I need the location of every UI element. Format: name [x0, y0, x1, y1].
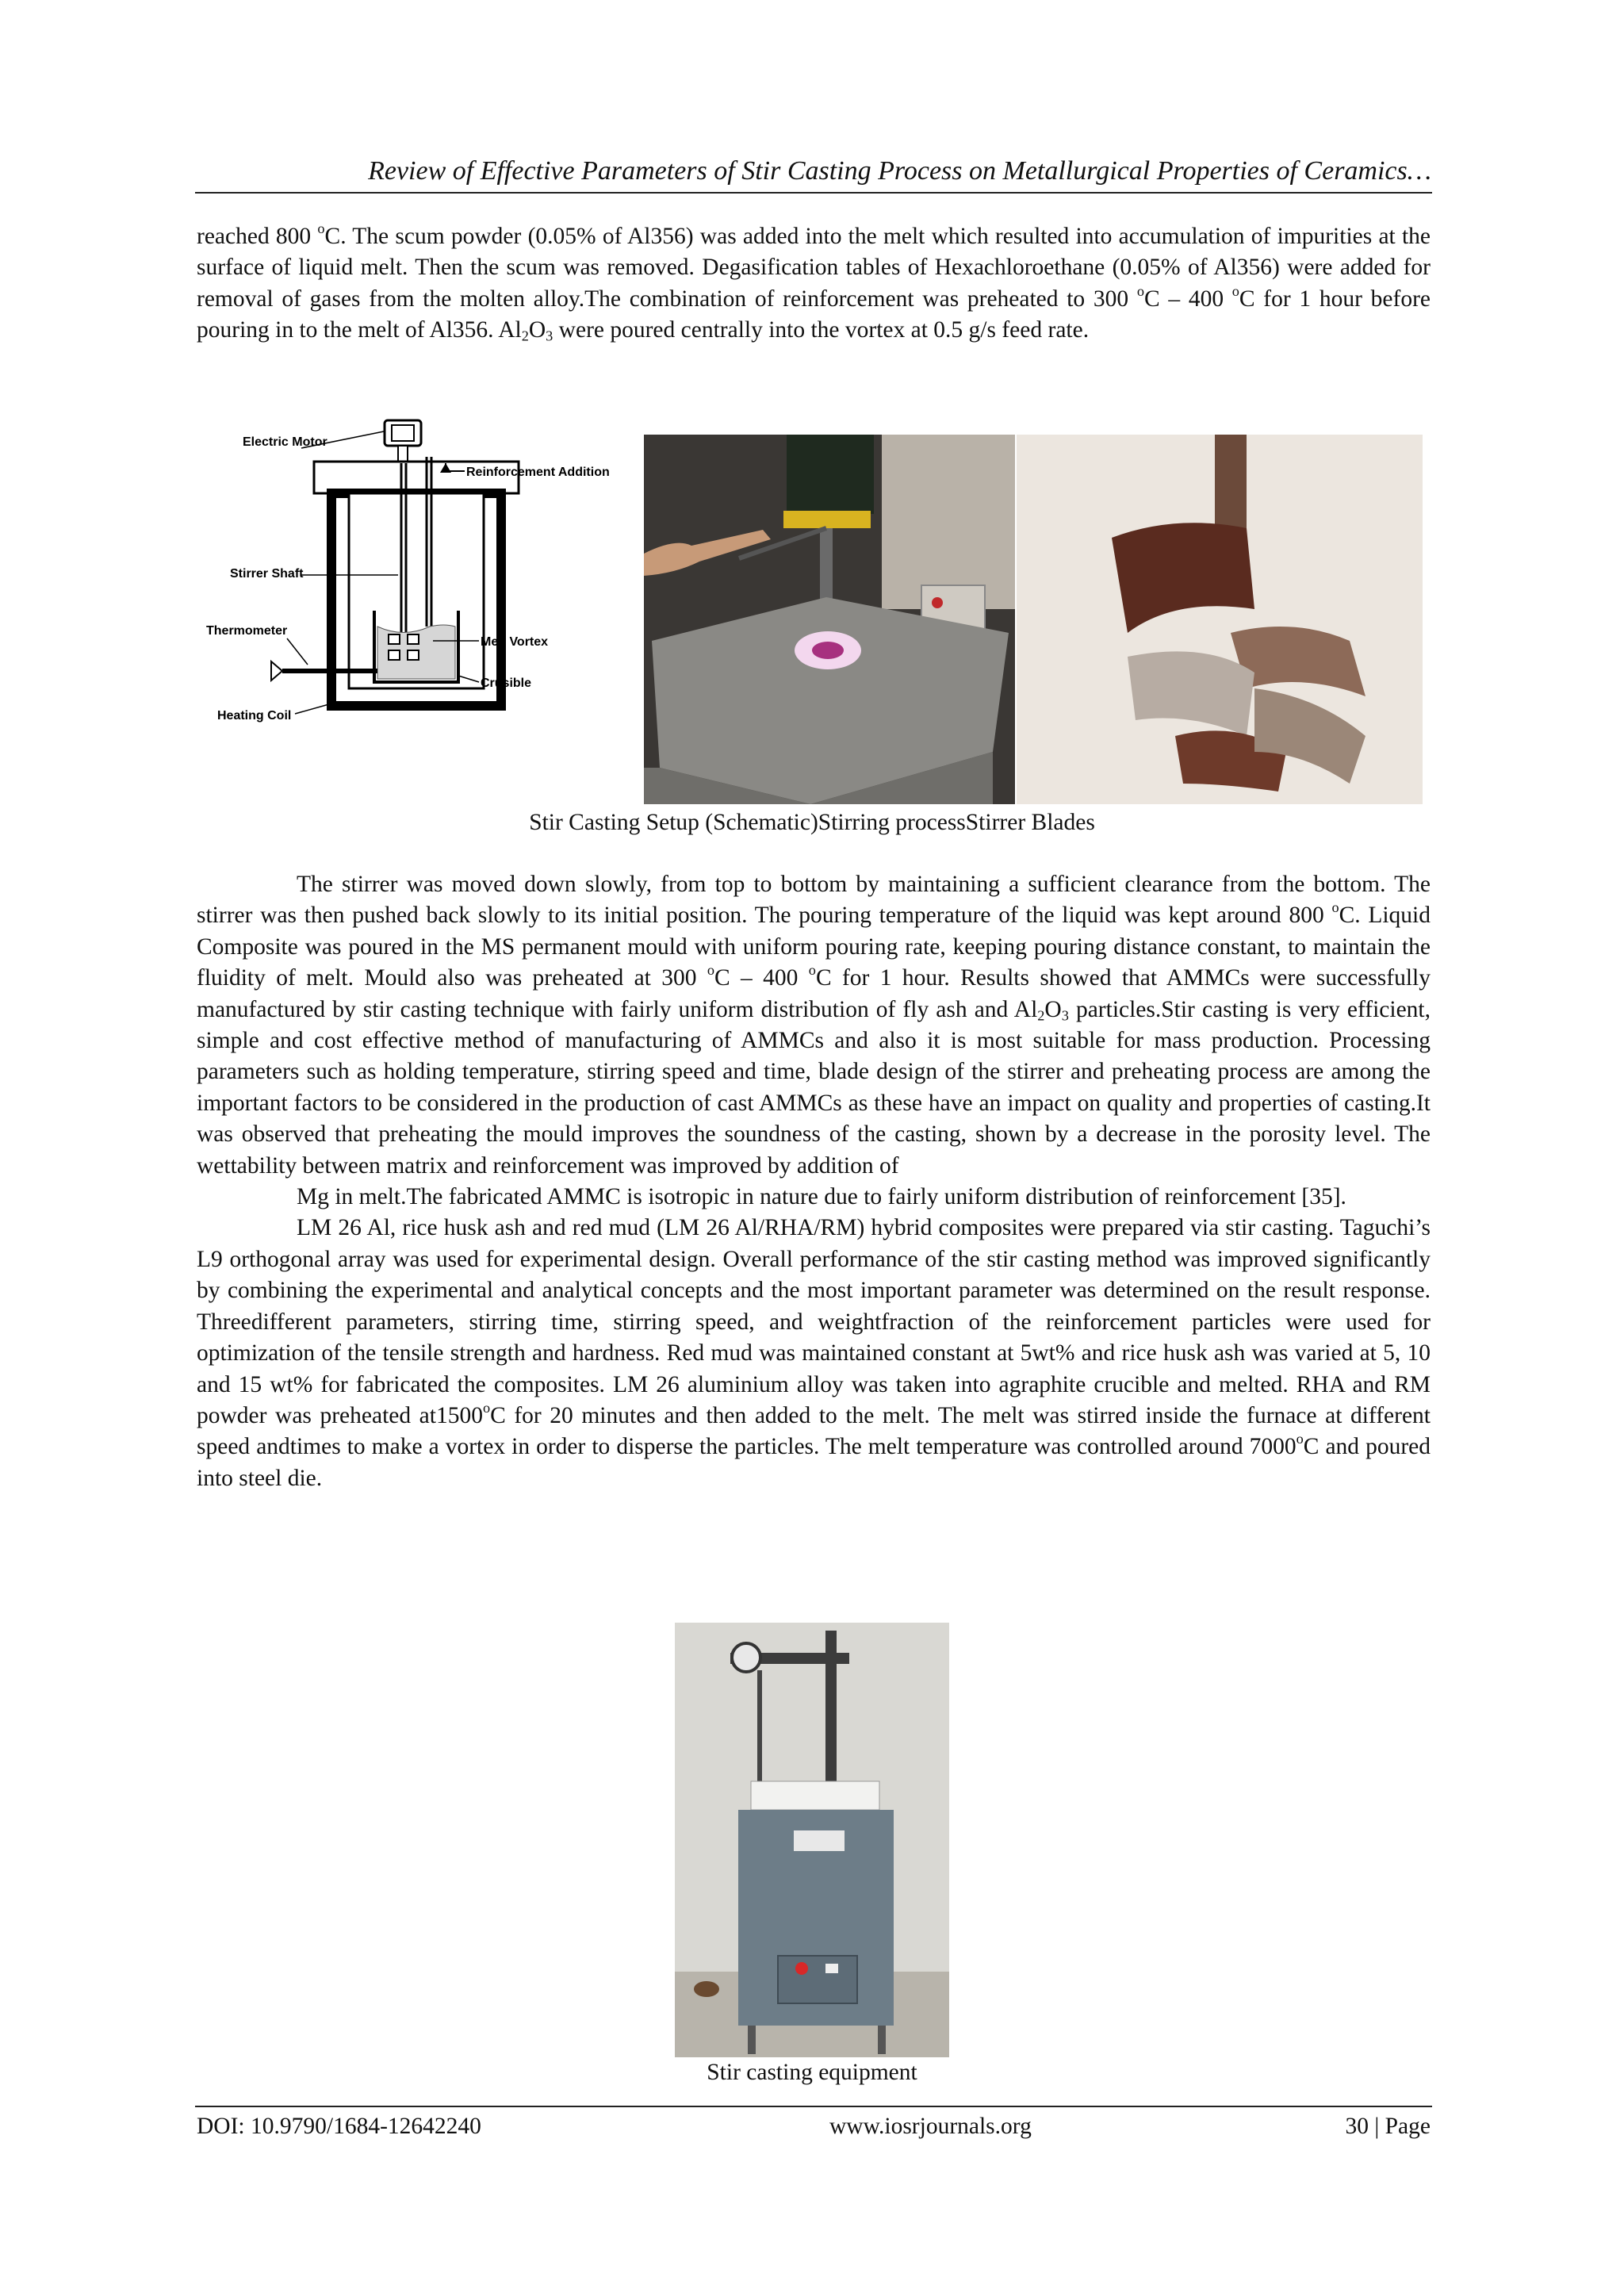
- degree-sup: o: [707, 962, 714, 979]
- red-indicator: [932, 597, 943, 608]
- motor-dial: [732, 1643, 760, 1672]
- stirrer-blade: [389, 634, 400, 644]
- text-run: C. Liquid Composite was poured in the MS permanent mould with uniform pouring rate, keeping pouring distance constant, to maintain the fluidity of melt. Mould also was preheated at 300: [197, 903, 1431, 991]
- stirring-process-illustration: [644, 435, 1015, 804]
- stir-casting-schematic-figure: [198, 412, 645, 746]
- degree-sup: o: [1136, 283, 1144, 300]
- thermometer-label: Thermometer: [206, 624, 288, 638]
- paragraph-1: [197, 221, 1431, 347]
- cabinet-leg: [748, 2026, 756, 2054]
- running-title: Review of Effective Parameters of Stir Casting Process on Metallurgical Properties of Ceramics…: [368, 156, 1431, 186]
- figure-1-caption: Stir Casting Setup (Schematic)Stirring processStirrer Blades: [529, 810, 1095, 835]
- body-text: [197, 869, 1431, 1494]
- cabinet-leg: [878, 2026, 886, 2054]
- crusible-label: Crusible: [481, 677, 532, 690]
- yellow-collar: [783, 511, 871, 528]
- red-lamp: [795, 1962, 808, 1975]
- subscript: 2: [1037, 1007, 1045, 1024]
- text-run: were poured centrally into the vortex at 0.5 g/s feed rate.: [553, 317, 1090, 343]
- text-run: reached 800: [197, 224, 318, 249]
- stirrer-blades-photo: [1017, 435, 1423, 804]
- stirrer-blades-illustration: [1017, 435, 1423, 804]
- footer-website: www.iosrjournals.org: [829, 2114, 1032, 2139]
- melt-vortex-core: [812, 642, 844, 659]
- heating-coil-label: Heating Coil: [217, 709, 292, 723]
- switch: [825, 1964, 838, 1973]
- degree-sup: o: [808, 962, 816, 979]
- text-run: O: [1044, 996, 1062, 1022]
- header-rule: [195, 192, 1432, 194]
- text-run: C – 400: [714, 965, 809, 991]
- stirrer-shaft-label: Stirrer Shaft: [230, 567, 304, 581]
- nameplate: [794, 1830, 845, 1851]
- thermometer-head: [271, 661, 282, 680]
- motor-window: [392, 425, 414, 441]
- text-run: LM 26 Al, rice husk ash and red mud (LM 26 Al/RHA/RM) hybrid composites were prepared via stir casting. Taguchi’s L9 orthogonal array was used for experimental design. Overall performance of the stir casting method was improved significantly by combining the experimental and analytical concepts and the most important parameter was determined on the result response. Threedifferent parameters, stirring time, stirring speed, and weightfraction of the reinforcement particles were used for optimization of the tensile strength and hardness. Red mud was maintained constant at 5wt% and rice husk ash was varied at 5, 10 and 15 wt% for fabricated the composites. LM 26 aluminium alloy was taken into agraphite crucible and melted. RHA and RM powder was preheated at1500: [197, 1215, 1431, 1428]
- reinforcement-addition-label: Reinforcement Addition: [466, 466, 610, 479]
- drill-head: [787, 435, 874, 514]
- control-panel: [778, 1956, 857, 2003]
- melt-vortex-label: Melt Vortex: [481, 635, 549, 649]
- stir-casting-equipment-photo: [675, 1623, 949, 2057]
- paragraph-3: [197, 1213, 1431, 1494]
- figure-2-caption: Stir casting equipment: [707, 2060, 917, 2085]
- wall-area: [882, 435, 1015, 609]
- degree-sup: o: [1296, 1431, 1304, 1447]
- degree-sup: o: [482, 1400, 491, 1416]
- paragraph-2-continued: Mg in melt.The fabricated AMMC is isotropic in nature due to fairly uniform distribution of reinforcement [35].: [297, 1184, 1346, 1210]
- degree-sup: o: [1231, 283, 1239, 300]
- text-run: C and poured into steel die.: [197, 1434, 1431, 1491]
- footer-rule: [195, 2106, 1432, 2107]
- stirrer-rod: [757, 1670, 762, 1789]
- paragraph-2: [197, 869, 1431, 1182]
- stirrer-blade: [408, 650, 419, 660]
- stirring-process-photo: [644, 435, 1015, 804]
- footer-page-number: 30 | Page: [1345, 2114, 1431, 2139]
- furnace-lid: [751, 1781, 879, 1810]
- subscript: 3: [1061, 1007, 1069, 1024]
- text-run: particles.Stir casting is very efficient, simple and cost effective method of manufacturing of AMMCs and also it is most suitable for mass production. Processing parameters such as holding temperature, stirring speed and time, blade design of the stirrer and preheating process are among the important factors to be considered in the production of cast AMMCs as these have an impact on quality and properties of casting.It was observed that preheating the mould improves the soundness of the casting, shown by a decrease in the porosity level. The wettability between matrix and reinforcement was improved by addition of: [197, 996, 1431, 1179]
- text-run: O: [528, 317, 546, 343]
- thermometer-leader: [287, 638, 308, 665]
- equipment-illustration: [675, 1623, 949, 2057]
- degree-sup: o: [317, 220, 325, 237]
- footer-doi: DOI: 10.9790/1684-12642240: [197, 2114, 481, 2139]
- text-run: C. The scum powder (0.05% of Al356) was added into the melt which resulted into accumulation of impurities at the surface of liquid melt. Then the scum was removed. Degasification tables of Hexachloroethane (0.05% of Al356) were added for removal of gases from the molten alloy.The combination of reinforcement was preheated to 300: [197, 224, 1431, 312]
- stirrer-blade: [389, 650, 400, 660]
- electric-motor-label: Electric Motor: [243, 435, 327, 449]
- paragraph-1-text: [197, 221, 1431, 347]
- text-run: C for 20 minutes and then added to the melt. The melt was stirred inside the furnace at different speed andtimes to make a vortex in order to disperse the particles. The melt temperature was controlled around 7000: [197, 1402, 1431, 1460]
- text-run: C for 1 hour before pouring in to the melt of Al356. Al: [197, 286, 1431, 343]
- subscript: 3: [546, 328, 553, 344]
- stirrer-blade: [408, 634, 419, 644]
- text-run: C – 400: [1143, 286, 1232, 312]
- shaft: [1215, 435, 1247, 538]
- subscript: 2: [521, 328, 529, 344]
- text-run: The stirrer was moved down slowly, from top to bottom by maintaining a sufficient clearance from the bottom. The stirrer was then pushed back slowly to its initial position. The pouring temperature of the liquid was kept around 800: [197, 872, 1431, 929]
- floor-item: [694, 1981, 719, 1997]
- degree-sup: o: [1331, 899, 1339, 916]
- schematic-drawing: [198, 412, 645, 746]
- text-run: C for 1 hour. Results showed that AMMCs were successfully manufactured by stir casting technique with fairly uniform distribution of fly ash and Al: [197, 965, 1431, 1022]
